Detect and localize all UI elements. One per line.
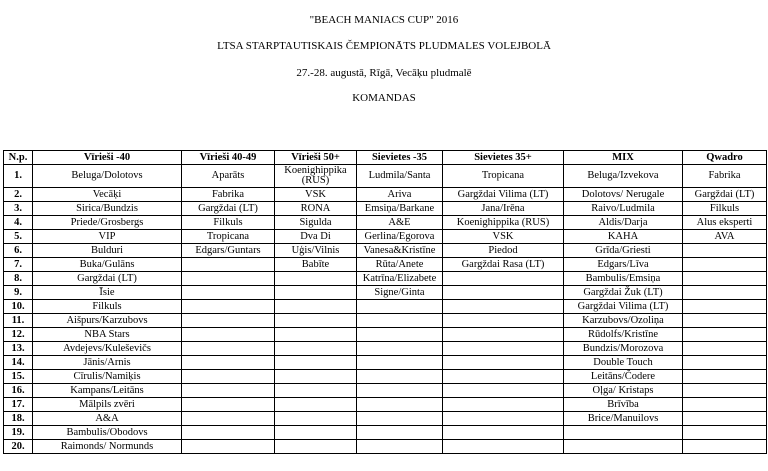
team-cell: AVA xyxy=(683,230,767,244)
team-cell: Edgars/Guntars xyxy=(182,244,275,258)
row-number: 3. xyxy=(4,202,33,216)
column-header: Sievietes 35+ xyxy=(443,151,564,165)
team-cell xyxy=(357,384,443,398)
team-cell xyxy=(357,300,443,314)
team-cell xyxy=(683,356,767,370)
team-cell xyxy=(443,328,564,342)
team-cell xyxy=(443,300,564,314)
team-cell xyxy=(683,300,767,314)
team-cell xyxy=(275,356,357,370)
team-cell xyxy=(683,370,767,384)
team-cell: Īsie xyxy=(33,286,182,300)
team-cell xyxy=(683,314,767,328)
row-number: 5. xyxy=(4,230,33,244)
team-cell: Aišpurs/Karzubovs xyxy=(33,314,182,328)
table-row xyxy=(4,356,767,370)
team-cell xyxy=(683,384,767,398)
team-cell xyxy=(683,342,767,356)
column-header: Vīrieši 50+ xyxy=(275,151,357,165)
section-heading: KOMANDAS xyxy=(352,92,416,104)
team-cell xyxy=(357,356,443,370)
team-cell: Gargždai (LT) xyxy=(182,202,275,216)
team-cell xyxy=(564,426,683,440)
team-cell xyxy=(182,286,275,300)
row-number: 1. xyxy=(4,165,33,188)
team-cell xyxy=(275,328,357,342)
team-cell: Koenighippika (RUS) xyxy=(275,165,357,188)
team-cell: VIP xyxy=(33,230,182,244)
team-cell xyxy=(275,300,357,314)
team-cell xyxy=(275,314,357,328)
column-header: Vīrieši -40 xyxy=(33,151,182,165)
team-cell xyxy=(357,328,443,342)
team-cell xyxy=(683,328,767,342)
team-cell xyxy=(182,426,275,440)
team-cell: Gerlina/Egorova xyxy=(357,230,443,244)
team-cell xyxy=(182,272,275,286)
team-cell: Gargždai Vilima (LT) xyxy=(443,188,564,202)
team-cell: Dolotovs/ Nerugale xyxy=(564,188,683,202)
team-cell xyxy=(443,342,564,356)
date-location-line: 27.-28. augustā, Rīgā, Vecāķu pludmalē xyxy=(296,67,472,79)
column-header: Vīrieši 40-49 xyxy=(182,151,275,165)
team-cell: Avdejevs/Kuleševičs xyxy=(33,342,182,356)
team-cell: Bundzis/Morozova xyxy=(564,342,683,356)
column-header: Qwadro xyxy=(683,151,767,165)
team-cell: Sirica/Bundzis xyxy=(33,202,182,216)
team-cell: Raivo/Ludmila xyxy=(564,202,683,216)
row-number: 8. xyxy=(4,272,33,286)
team-cell: A&A xyxy=(33,412,182,426)
team-cell: Rūdolfs/Kristīne xyxy=(564,328,683,342)
team-cell: Fabrika xyxy=(182,188,275,202)
team-cell: Alus eksperti xyxy=(683,216,767,230)
team-cell: VSK xyxy=(275,188,357,202)
team-cell: Gargždai Vilima (LT) xyxy=(564,300,683,314)
team-cell xyxy=(683,412,767,426)
team-cell: Sigulda xyxy=(275,216,357,230)
team-cell: Beluga/Dolotovs xyxy=(33,165,182,188)
table-row xyxy=(4,300,767,314)
team-cell xyxy=(683,244,767,258)
team-cell: Gargždai Rasa (LT) xyxy=(443,258,564,272)
table-row xyxy=(4,244,767,258)
team-cell xyxy=(182,328,275,342)
team-cell xyxy=(443,272,564,286)
team-cell: Oļga/ Kristaps xyxy=(564,384,683,398)
team-cell: Tropicana xyxy=(443,165,564,188)
team-cell: Tropicana xyxy=(182,230,275,244)
team-cell: Katrīna/Elizabete xyxy=(357,272,443,286)
team-cell: Jānis/Arnis xyxy=(33,356,182,370)
team-cell xyxy=(182,300,275,314)
team-cell xyxy=(182,440,275,454)
team-cell xyxy=(275,412,357,426)
table-row xyxy=(4,440,767,454)
team-cell: Cīrulis/Namiķis xyxy=(33,370,182,384)
team-cell xyxy=(443,426,564,440)
team-cell: Aldis/Darja xyxy=(564,216,683,230)
team-cell xyxy=(182,342,275,356)
team-cell xyxy=(275,286,357,300)
table-row xyxy=(4,370,767,384)
team-cell xyxy=(182,370,275,384)
team-cell xyxy=(443,314,564,328)
team-cell: Double Touch xyxy=(564,356,683,370)
team-cell xyxy=(357,426,443,440)
column-header: Sievietes -35 xyxy=(357,151,443,165)
championship-line: LTSA STARPTAUTISKAIS ČEMPIONĀTS PLUDMALES VOLEJBOLĀ xyxy=(217,40,551,52)
team-cell: Bambulis/Emsiņa xyxy=(564,272,683,286)
table-header-row xyxy=(4,151,767,165)
team-cell xyxy=(683,258,767,272)
team-cell: A&E xyxy=(357,216,443,230)
team-cell: Filkuls xyxy=(33,300,182,314)
team-cell: Vanesa&Kristīne xyxy=(357,244,443,258)
team-cell xyxy=(275,384,357,398)
table-row xyxy=(4,165,767,188)
team-cell xyxy=(182,314,275,328)
team-cell: Karzubovs/Ozoliņa xyxy=(564,314,683,328)
team-cell: Jana/Irēna xyxy=(443,202,564,216)
row-number: 14. xyxy=(4,356,33,370)
team-cell: Gargždai (LT) xyxy=(683,188,767,202)
table-row xyxy=(4,202,767,216)
row-number: 18. xyxy=(4,412,33,426)
team-cell: Brice/Manuilovs xyxy=(564,412,683,426)
team-cell xyxy=(357,342,443,356)
team-cell: Rūta/Anete xyxy=(357,258,443,272)
team-cell: Leitāns/Čodere xyxy=(564,370,683,384)
row-number: 2. xyxy=(4,188,33,202)
team-cell xyxy=(182,384,275,398)
team-cell: Fabrika xyxy=(683,165,767,188)
team-cell: Kampans/Leitāns xyxy=(33,384,182,398)
team-cell: Emsiņa/Barkane xyxy=(357,202,443,216)
row-number: 16. xyxy=(4,384,33,398)
table-row xyxy=(4,342,767,356)
team-cell xyxy=(275,272,357,286)
team-cell: Bulduri xyxy=(33,244,182,258)
team-cell xyxy=(275,370,357,384)
team-cell: Babīte xyxy=(275,258,357,272)
table-row xyxy=(4,314,767,328)
team-cell: Brīvība xyxy=(564,398,683,412)
team-cell xyxy=(443,286,564,300)
table-row xyxy=(4,272,767,286)
team-cell xyxy=(275,440,357,454)
column-header: N.p. xyxy=(4,151,33,165)
team-cell xyxy=(357,412,443,426)
team-cell: Vecāķi xyxy=(33,188,182,202)
team-cell xyxy=(443,356,564,370)
team-cell xyxy=(683,398,767,412)
row-number: 10. xyxy=(4,300,33,314)
team-cell xyxy=(182,398,275,412)
team-cell xyxy=(357,370,443,384)
team-cell: NBA Stars xyxy=(33,328,182,342)
table-row xyxy=(4,230,767,244)
table-row xyxy=(4,258,767,272)
row-number: 11. xyxy=(4,314,33,328)
team-cell xyxy=(357,314,443,328)
table-row xyxy=(4,384,767,398)
team-cell: VSK xyxy=(443,230,564,244)
team-cell: KAHA xyxy=(564,230,683,244)
team-cell xyxy=(275,426,357,440)
table-row xyxy=(4,216,767,230)
row-number: 15. xyxy=(4,370,33,384)
team-cell: Mālpils zvēri xyxy=(33,398,182,412)
team-cell: Filkuls xyxy=(182,216,275,230)
team-cell xyxy=(443,440,564,454)
team-cell xyxy=(182,258,275,272)
team-cell: Koenighippika (RUS) xyxy=(443,216,564,230)
team-cell: Gargždai Žuk (LT) xyxy=(564,286,683,300)
team-cell: Dva Di xyxy=(275,230,357,244)
row-number: 4. xyxy=(4,216,33,230)
team-cell: Raimonds/ Normunds xyxy=(33,440,182,454)
team-cell: Ariva xyxy=(357,188,443,202)
team-cell xyxy=(275,342,357,356)
table-row xyxy=(4,426,767,440)
team-cell: Edgars/Līva xyxy=(564,258,683,272)
team-cell xyxy=(443,370,564,384)
team-cell: Buka/Gulāns xyxy=(33,258,182,272)
team-cell xyxy=(683,286,767,300)
row-number: 17. xyxy=(4,398,33,412)
table-row xyxy=(4,412,767,426)
team-cell xyxy=(443,398,564,412)
team-cell xyxy=(443,384,564,398)
team-cell xyxy=(564,440,683,454)
team-cell: Uģis/Vilnis xyxy=(275,244,357,258)
table-row xyxy=(4,328,767,342)
team-cell xyxy=(683,426,767,440)
team-cell: Bambulis/Obodovs xyxy=(33,426,182,440)
team-cell xyxy=(683,440,767,454)
team-cell: Filkuls xyxy=(683,202,767,216)
row-number: 20. xyxy=(4,440,33,454)
team-cell: Priede/Grosbergs xyxy=(33,216,182,230)
row-number: 12. xyxy=(4,328,33,342)
team-cell: Gargždai (LT) xyxy=(33,272,182,286)
team-cell: Grīda/Griesti xyxy=(564,244,683,258)
teams-table xyxy=(3,150,767,454)
team-cell: Piedod xyxy=(443,244,564,258)
team-cell xyxy=(275,398,357,412)
row-number: 19. xyxy=(4,426,33,440)
row-number: 9. xyxy=(4,286,33,300)
table-row xyxy=(4,188,767,202)
team-cell: RONA xyxy=(275,202,357,216)
team-cell: Aparāts xyxy=(182,165,275,188)
team-cell: Ludmila/Santa xyxy=(357,165,443,188)
team-cell xyxy=(357,398,443,412)
row-number: 6. xyxy=(4,244,33,258)
team-cell xyxy=(683,272,767,286)
team-cell: Signe/Ginta xyxy=(357,286,443,300)
team-cell xyxy=(182,356,275,370)
team-cell xyxy=(443,412,564,426)
row-number: 13. xyxy=(4,342,33,356)
row-number: 7. xyxy=(4,258,33,272)
table-row xyxy=(4,286,767,300)
team-cell xyxy=(357,440,443,454)
column-header: MIX xyxy=(564,151,683,165)
team-cell: Beluga/Izvekova xyxy=(564,165,683,188)
title-line: "BEACH MANIACS CUP" 2016 xyxy=(309,14,459,26)
table-row xyxy=(4,398,767,412)
team-cell xyxy=(182,412,275,426)
